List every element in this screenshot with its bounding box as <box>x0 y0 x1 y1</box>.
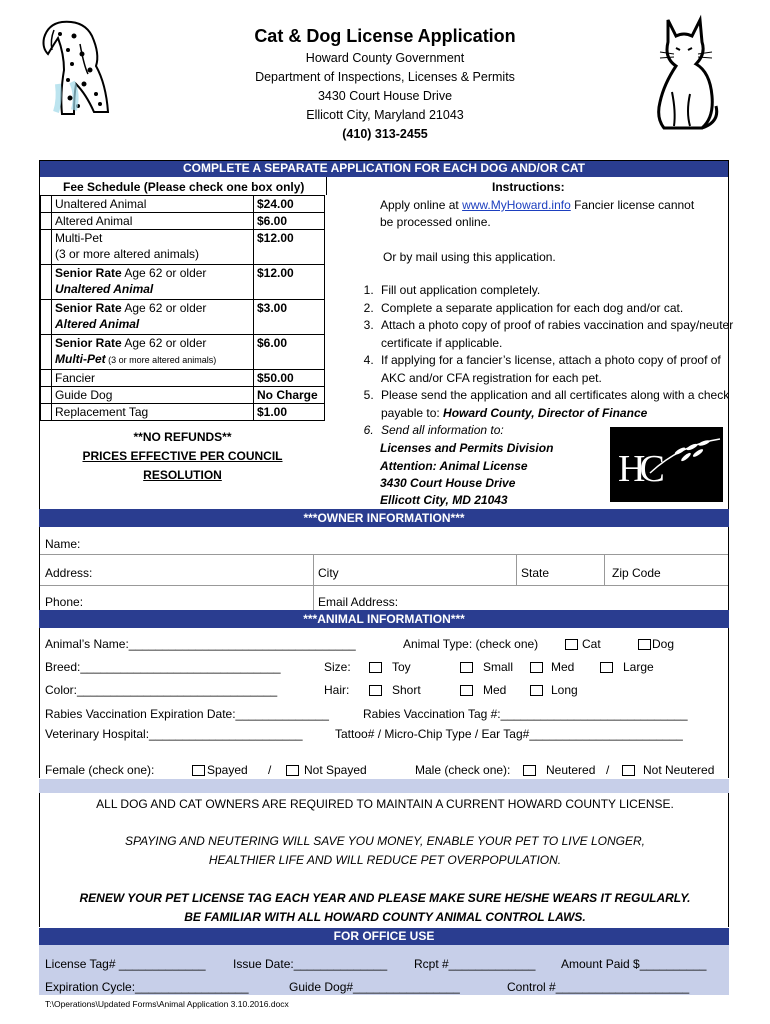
mail-address-line4: Ellicott City, MD 21043 <box>380 493 508 507</box>
fee-row[interactable] <box>41 404 325 421</box>
fee-label: Unaltered Animal <box>52 196 254 213</box>
small-label: Small <box>483 660 514 674</box>
fee-amount: $6.00 <box>254 335 325 370</box>
fee-label-cell <box>52 300 254 335</box>
vet-hospital-field[interactable]: Veterinary Hospital:_______________________ <box>45 727 303 741</box>
fee-checkbox[interactable] <box>41 213 52 230</box>
breed-field[interactable]: Breed:______________________________ <box>45 660 281 674</box>
large-label: Large <box>623 660 654 674</box>
fee-amount: $1.00 <box>254 404 325 421</box>
checkbox-icon[interactable] <box>565 639 578 650</box>
instructions-heading: Instructions: <box>492 180 565 194</box>
size-label: Size: <box>324 660 351 674</box>
license-tag-field[interactable]: License Tag# _____________ <box>45 957 206 971</box>
female-label: Female (check one): <box>45 763 155 777</box>
fee-checkbox[interactable] <box>41 387 52 404</box>
department-name: Department of Inspections, Licenses & Permits <box>255 70 515 84</box>
fee-schedule-heading: Fee Schedule (Please check one box only) <box>63 180 305 194</box>
animal-control-notice: BE FAMILIAR WITH ALL HOWARD COUNTY ANIMAL CONTROL LAWS. <box>184 910 586 924</box>
hair-short-option[interactable] <box>369 683 421 697</box>
howard-county-logo <box>610 427 723 502</box>
owner-col-divider <box>516 555 517 585</box>
prices-effective-line2: RESOLUTION <box>143 468 222 482</box>
fee-checkbox[interactable] <box>41 370 52 387</box>
fee-row[interactable] <box>41 230 325 265</box>
owner-state-field[interactable]: State <box>521 566 550 580</box>
fee-label: Guide Dog <box>52 387 254 404</box>
size-large-option[interactable] <box>600 660 654 674</box>
file-path-footer: T:\Operations\Updated Forms\Animal Application 3.10.2016.docx <box>45 999 289 1009</box>
section-separator <box>39 779 729 793</box>
owner-email-field[interactable]: Email Address: <box>318 595 399 609</box>
senior-rate-label: Senior Rate <box>55 301 122 315</box>
city-state-zip: Ellicott City, Maryland 21043 <box>306 108 464 122</box>
owner-phone-field[interactable]: Phone: <box>45 595 84 609</box>
column-divider <box>326 177 327 195</box>
animal-name-field[interactable]: Animal’s Name:__________________________________ <box>45 637 356 651</box>
checkbox-icon[interactable] <box>523 765 536 776</box>
apply-online-line <box>380 198 694 212</box>
fee-amount: $50.00 <box>254 370 325 387</box>
fee-label-sub: Unaltered Animal <box>55 282 154 296</box>
checkbox-icon[interactable] <box>369 662 382 673</box>
slash-separator: / <box>268 763 272 777</box>
phone-number: (410) 313-2455 <box>342 127 428 141</box>
hair-med-label: Med <box>483 683 507 697</box>
mail-address-line1: Licenses and Permits Division <box>380 441 554 455</box>
tattoo-chip-field[interactable]: Tattoo# / Micro-Chip Type / Ear Tag#_______________________ <box>335 727 683 741</box>
expiration-cycle-field[interactable]: Expiration Cycle:_________________ <box>45 980 249 994</box>
fee-row[interactable] <box>41 387 325 404</box>
control-number-field[interactable]: Control #____________________ <box>507 980 690 994</box>
payee-name: Howard County, Director of Finance <box>443 405 648 420</box>
fee-label-sub: Multi-Pet <box>55 352 106 366</box>
fee-label-cell <box>52 230 254 265</box>
instruction-item: 6. Send all information to: <box>377 422 742 440</box>
checkbox-icon[interactable] <box>460 662 473 673</box>
checkbox-icon[interactable] <box>622 765 635 776</box>
checkbox-icon[interactable] <box>600 662 613 673</box>
checkbox-icon[interactable] <box>530 662 543 673</box>
fee-checkbox[interactable] <box>41 300 52 335</box>
prices-effective-line1: PRICES EFFECTIVE PER COUNCIL <box>82 449 283 463</box>
fee-row[interactable] <box>41 370 325 387</box>
fee-row[interactable] <box>41 335 325 370</box>
not-spayed-label: Not Spayed <box>304 763 367 777</box>
cat-label: Cat <box>582 637 601 651</box>
checkbox-icon[interactable] <box>638 639 651 650</box>
spay-neuter-notice-line1: SPAYING AND NEUTERING WILL SAVE YOU MONEY, ENABLE YOUR PET TO LIVE LONGER, <box>125 834 645 848</box>
owner-zip-field[interactable]: Zip Code <box>612 566 661 580</box>
fee-amount: $12.00 <box>254 265 325 300</box>
myhoward-link[interactable]: www.MyHoward.info <box>462 198 571 212</box>
fee-amount: No Charge <box>254 387 325 404</box>
fee-label-cell <box>52 335 254 370</box>
neutered-option[interactable] <box>523 763 595 777</box>
amount-paid-field[interactable]: Amount Paid $__________ <box>561 957 707 971</box>
fee-table <box>40 195 325 421</box>
instruction-item: 1. Fill out application completely. <box>377 282 742 300</box>
fee-label: Replacement Tag <box>52 404 254 421</box>
instruction-item: 3. Attach a photo copy of proof of rabies vaccination and spay/neuter certificate if applicable. <box>377 317 742 352</box>
main-banner: COMPLETE A SEPARATE APPLICATION FOR EACH DOG AND/OR CAT <box>39 160 729 177</box>
fee-checkbox[interactable] <box>41 404 52 421</box>
size-med-option[interactable] <box>530 660 574 674</box>
apply-online-suffix: Fancier license cannot <box>570 198 695 212</box>
fee-checkbox[interactable] <box>41 335 52 370</box>
male-label: Male (check one): <box>415 763 511 777</box>
fee-label: Altered Animal <box>52 213 254 230</box>
owner-address-field[interactable]: Address: <box>45 566 93 580</box>
fee-label: Fancier <box>52 370 254 387</box>
guide-dog-field[interactable]: Guide Dog#________________ <box>289 980 460 994</box>
street-address: 3430 Court House Drive <box>317 89 453 103</box>
checkbox-icon[interactable] <box>530 685 543 696</box>
fee-label-sub: (3 or more altered animals) <box>55 247 200 261</box>
no-refunds-notice: **NO REFUNDS** <box>133 430 232 444</box>
owner-col-divider <box>313 555 314 610</box>
dog-option[interactable] <box>638 637 674 651</box>
spay-neuter-notice-line2: HEALTHIER LIFE AND WILL REDUCE PET OVERPOPULATION. <box>208 853 562 867</box>
animal-type-label: Animal Type: (check one) <box>403 637 539 651</box>
rabies-tag-field[interactable]: Rabies Vaccination Tag #:____________________________ <box>363 707 688 721</box>
fee-label-note: (3 or more altered animals) <box>105 355 217 365</box>
fee-label: Multi-Pet <box>55 231 103 245</box>
owner-row-divider <box>40 554 728 555</box>
instruction-text: Please send the application and all certificates along with a check payable to: <box>381 388 730 420</box>
owner-city-field[interactable]: City <box>318 566 339 580</box>
cat-option[interactable] <box>565 637 601 651</box>
senior-rate-label: Senior Rate <box>55 266 122 280</box>
owner-banner: ***OWNER INFORMATION*** <box>39 509 729 527</box>
slash-separator: / <box>606 763 610 777</box>
checkbox-icon[interactable] <box>369 685 382 696</box>
checkbox-icon[interactable] <box>192 765 205 776</box>
fee-checkbox[interactable] <box>41 196 52 213</box>
fee-label: Age 62 or older <box>121 266 207 280</box>
instruction-item: 4. If applying for a fancier’s license, attach a photo copy of proof of AKC and/or CFA registration for each pet. <box>377 352 742 387</box>
fee-label: Age 62 or older <box>121 336 207 350</box>
fee-label: Age 62 or older <box>121 301 207 315</box>
office-use-banner: FOR OFFICE USE <box>39 928 729 945</box>
owner-name-field[interactable]: Name: <box>45 537 81 551</box>
fee-row[interactable] <box>41 300 325 335</box>
mail-instruction: Or by mail using this application. <box>383 250 556 264</box>
issue-date-field[interactable]: Issue Date:______________ <box>233 957 388 971</box>
hair-med-option[interactable] <box>460 683 506 697</box>
med-label: Med <box>551 660 575 674</box>
mail-address-line3: 3430 Court House Drive <box>380 476 516 490</box>
logo-letters: HC <box>618 448 659 490</box>
toy-label: Toy <box>392 660 411 674</box>
renew-tag-notice: RENEW YOUR PET LICENSE TAG EACH YEAR AND PLEASE MAKE SURE HE/SHE WEARS IT REGULARLY. <box>79 891 691 905</box>
fee-row[interactable] <box>41 213 325 230</box>
instruction-item <box>377 387 742 422</box>
color-field[interactable]: Color:______________________________ <box>45 683 278 697</box>
short-label: Short <box>392 683 421 697</box>
not-spayed-option[interactable] <box>286 763 367 777</box>
instruction-list <box>355 282 742 440</box>
fee-row[interactable] <box>41 196 325 213</box>
owner-col-divider <box>604 555 605 585</box>
spayed-label: Spayed <box>207 763 248 777</box>
mail-address-line2: Attention: Animal License <box>380 459 528 473</box>
fee-amount: $12.00 <box>254 230 325 265</box>
instruction-item: 2. Complete a separate application for each dog and/or cat. <box>377 300 742 318</box>
receipt-field[interactable]: Rcpt #_____________ <box>414 957 536 971</box>
dog-label: Dog <box>652 637 675 651</box>
fee-amount: $3.00 <box>254 300 325 335</box>
fee-amount: $24.00 <box>254 196 325 213</box>
senior-rate-label: Senior Rate <box>55 336 122 350</box>
neutered-label: Neutered <box>546 763 596 777</box>
license-required-notice: ALL DOG AND CAT OWNERS ARE REQUIRED TO MAINTAIN A CURRENT HOWARD COUNTY LICENSE. <box>96 797 674 811</box>
form-title: Cat & Dog License Application <box>254 26 516 46</box>
fee-row[interactable] <box>41 265 325 300</box>
size-small-option[interactable] <box>460 660 513 674</box>
long-label: Long <box>551 683 578 697</box>
apply-online-prefix: Apply online at <box>380 198 459 212</box>
rabies-expiration-field[interactable]: Rabies Vaccination Expiration Date:______________ <box>45 707 329 721</box>
size-toy-option[interactable] <box>369 660 411 674</box>
fee-label-sub: Altered Animal <box>55 317 140 331</box>
fee-checkbox[interactable] <box>41 230 52 265</box>
checkbox-icon[interactable] <box>286 765 299 776</box>
fee-amount: $6.00 <box>254 213 325 230</box>
hair-long-option[interactable] <box>530 683 578 697</box>
spayed-option[interactable] <box>192 763 248 777</box>
owner-row-divider <box>40 585 728 586</box>
hair-label: Hair: <box>324 683 350 697</box>
checkbox-icon[interactable] <box>460 685 473 696</box>
not-neutered-option[interactable] <box>622 763 714 777</box>
apply-online-line2: be processed online. <box>380 215 491 229</box>
agency-name: Howard County Government <box>305 51 465 65</box>
animal-banner: ***ANIMAL INFORMATION*** <box>39 610 729 628</box>
fee-label-cell <box>52 265 254 300</box>
not-neutered-label: Not Neutered <box>643 763 715 777</box>
fee-checkbox[interactable] <box>41 265 52 300</box>
